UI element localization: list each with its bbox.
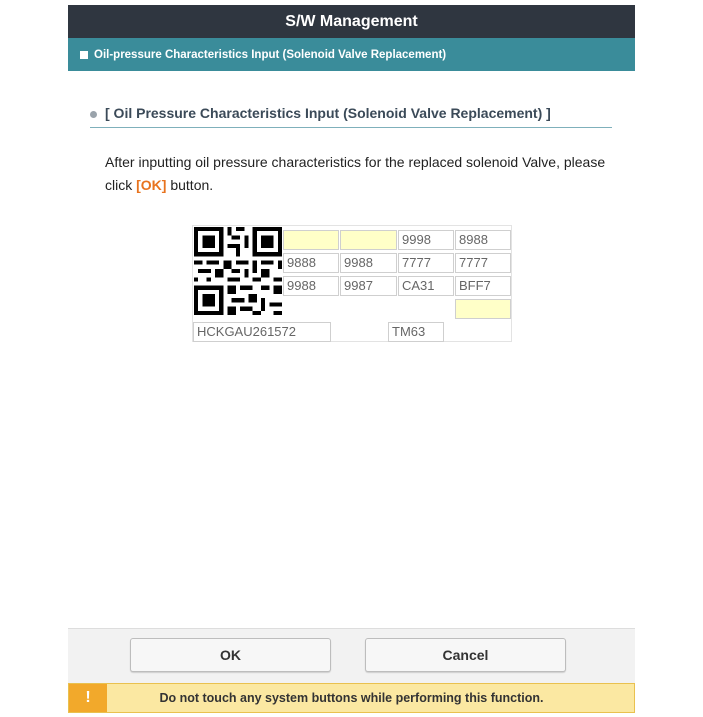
sw-management-window (68, 5, 635, 715)
code-input-r4c4[interactable] (455, 299, 511, 319)
window-title: S/W Management (68, 5, 635, 38)
warning-banner (68, 683, 635, 713)
instruction-prefix: After inputting oil pressure characteristics for the replaced solenoid Valve, please click (105, 154, 606, 193)
model-code-field[interactable]: TM63 (388, 322, 444, 342)
instruction-ok-highlight: [OK] (136, 177, 167, 193)
qr-code-icon (194, 227, 282, 315)
code-input-r3c2[interactable]: 9987 (340, 276, 397, 296)
code-input-r1c2[interactable] (340, 230, 397, 250)
square-bullet-icon (80, 51, 88, 59)
code-input-r2c2[interactable]: 9988 (340, 253, 397, 273)
code-input-r1c3[interactable]: 9998 (398, 230, 454, 250)
button-bar (68, 628, 635, 684)
code-input-r2c3[interactable]: 7777 (398, 253, 454, 273)
code-input-r3c4[interactable]: BFF7 (455, 276, 511, 296)
subtitle-text: Oil-pressure Characteristics Input (Solenoid Valve Replacement) (94, 48, 447, 61)
warning-message: Do not touch any system buttons while performing this function. (159, 691, 544, 705)
code-input-r2c1[interactable]: 9888 (283, 253, 339, 273)
bullet-icon (90, 111, 97, 118)
section-heading-text: [ Oil Pressure Characteristics Input (Solenoid Valve Replacement) ] (105, 105, 551, 121)
instruction-suffix: button. (166, 177, 214, 193)
instruction-text (105, 151, 615, 197)
code-input-r1c4[interactable]: 8988 (455, 230, 511, 250)
oil-pressure-code-panel (192, 225, 512, 342)
code-input-r3c3[interactable]: CA31 (398, 276, 454, 296)
code-input-r2c4[interactable]: 7777 (455, 253, 511, 273)
code-input-r1c1[interactable] (283, 230, 339, 250)
serial-number-field[interactable]: HCKGAU261572 (193, 322, 331, 342)
section-heading (90, 105, 612, 128)
subtitle-bar (68, 38, 635, 71)
ok-button[interactable]: OK (130, 638, 331, 672)
code-input-r3c1[interactable]: 9988 (283, 276, 339, 296)
warning-icon: ! (69, 684, 107, 712)
cancel-button[interactable]: Cancel (365, 638, 566, 672)
